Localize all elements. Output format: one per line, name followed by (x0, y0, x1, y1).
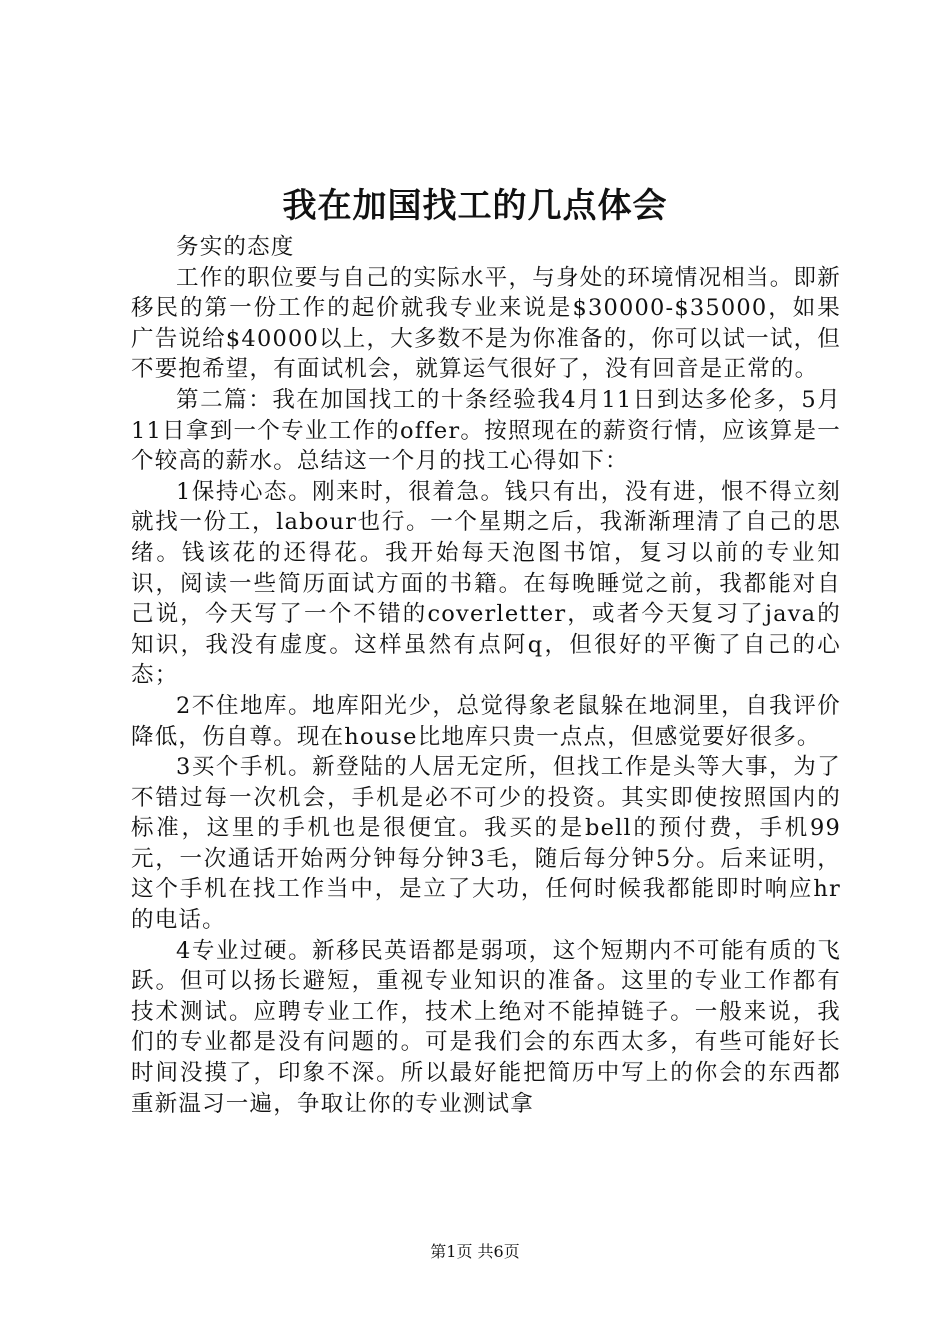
paragraph-attitude: 务实的态度 (176, 234, 295, 260)
paragraph-keep-mindset: 1保持心态。刚来时，很着急。钱只有出，没有进，恨不得立刻就找一份工，labour也行。一个星期之后，我渐渐理清了自己的思绪。钱该花的还得花。我开始每天泡图书馆，复习以前的专业知识，阅读一些简历面试方面的书籍。在每晚睡觉之前，我都能对自己说，今天写了一个不错的coverletter，或者今天复习了java的知识，我没有虚度。这样虽然有点阿q，但很好的平衡了自己的心态； (131, 478, 841, 689)
document-title: 我在加国找工的几点体会 (282, 186, 668, 226)
document-body (131, 232, 841, 1119)
paragraph-job-level: 工作的职位要与自己的实际水平，与身处的环境情况相当。即新移民的第一份工作的起价就我专业来说是$30000-$35000，如果广告说给$40000以上，大多数不是为你准备的，你可以试一试，但不要抱希望，有面试机会，就算运气很好了，没有回音是正常的。 (131, 264, 841, 383)
paragraph-buy-phone: 3买个手机。新登陆的人居无定所，但找工作是头等大事，为了不错过每一次机会，手机是必不可少的投资。其实即使按照国内的标准，这里的手机也是很便宜。我买的是bell的预付费，手机99元，一次通话开始两分钟每分钟3毛，随后每分钟5分。后来证明，这个手机在找工作当中，是立了大功，任何时候我都能即时响应hr的电话。 (131, 754, 841, 934)
paragraph-professional-skills: 4专业过硬。新移民英语都是弱项，这个短期内不可能有质的飞跃。但可以扬长避短，重视专业知识的准备。这里的专业工作都有技术测试。应聘专业工作，技术上绝对不能掉链子。一般来说，我们的专业都是没有问题的。可是我们会的东西太多，有些可能好长时间没摸了，印象不深。所以最好能把简历中写上的你会的东西都重新温习一遍，争取让你的专业测试拿 (131, 937, 841, 1117)
paragraph-part-two-intro: 第二篇：我在加国找工的十条经验我4月11日到达多伦多，5月11日拿到一个专业工作的offer。按照现在的薪资行情，应该算是一个较高的薪水。总结这一个月的找工心得如下： (131, 386, 841, 475)
paragraph-no-basement: 2不住地库。地库阳光少，总觉得象老鼠躲在地洞里，自我评价降低，伤自尊。现在house比地库只贵一点点，但感觉要好很多。 (131, 692, 841, 750)
page-footer: 第1页 共6页 (430, 1242, 520, 1261)
